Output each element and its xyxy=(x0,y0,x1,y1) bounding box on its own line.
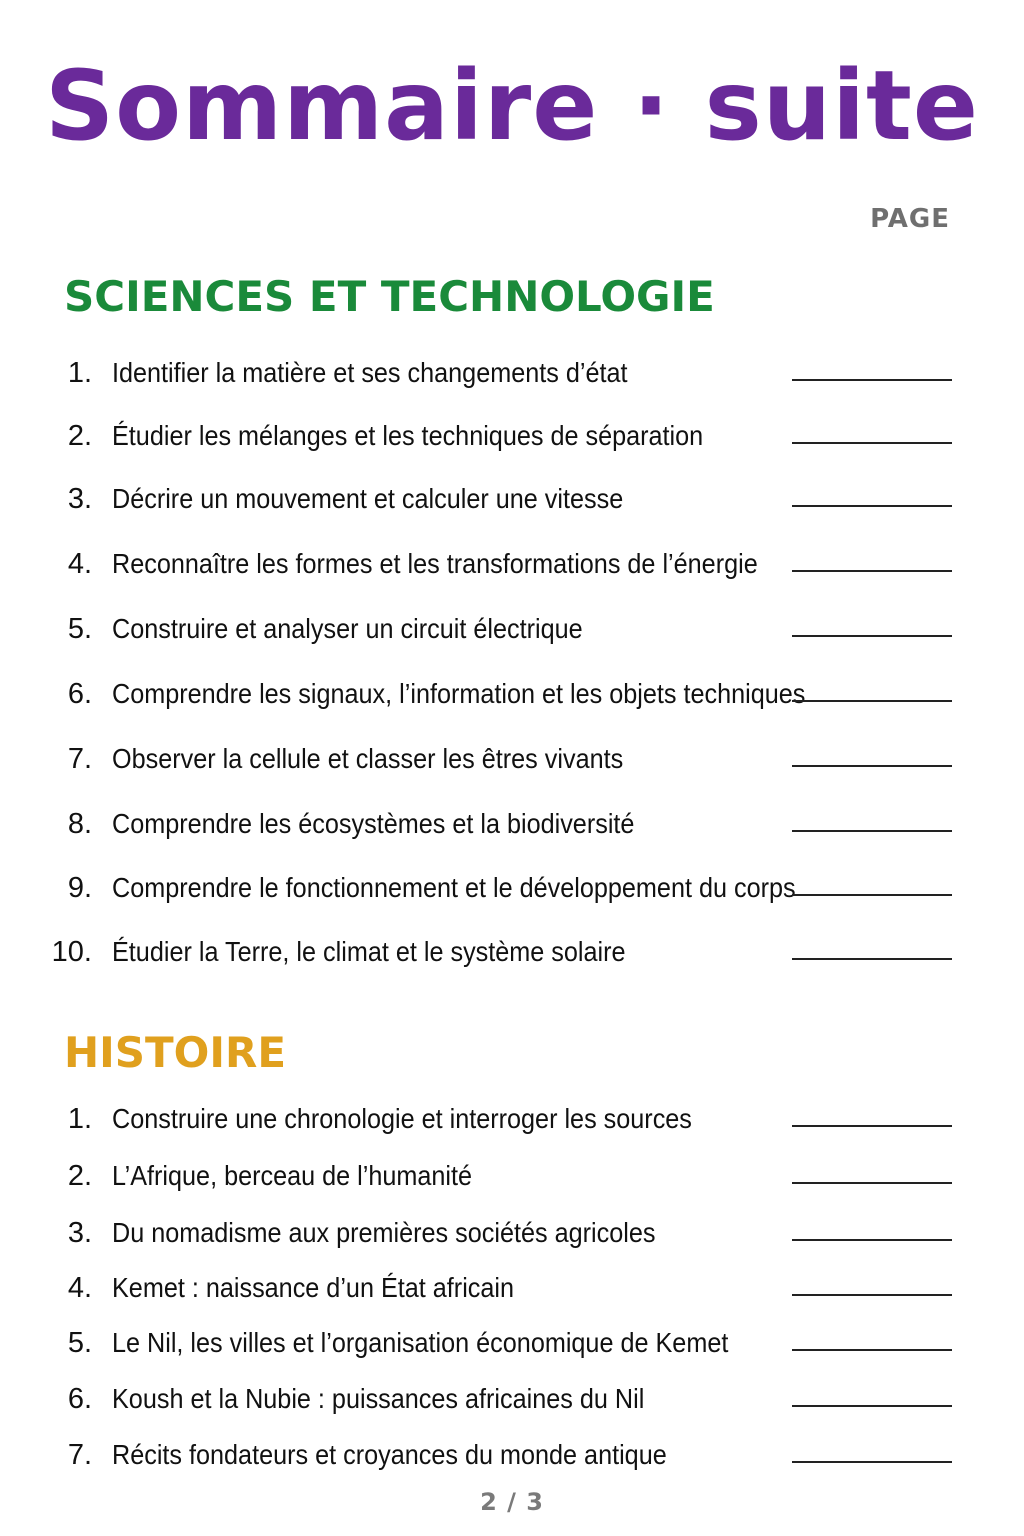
list-item xyxy=(0,672,1024,716)
item-title: Kemet : naissance d’un État africain xyxy=(112,1272,515,1303)
page-number-blank xyxy=(792,765,952,767)
item-title: Étudier les mélanges et les techniques de séparation xyxy=(112,420,704,451)
section-heading-histoire: HISTOIRE xyxy=(64,1028,287,1077)
item-title: Identifier la matière et ses changements d’état xyxy=(112,357,628,388)
page-number-blank xyxy=(792,1461,952,1463)
item-title: Récits fondateurs et croyances du monde antique xyxy=(112,1439,667,1470)
page-number-blank xyxy=(792,1349,952,1351)
item-number: 7. xyxy=(67,743,92,775)
page-number-blank xyxy=(792,1294,952,1296)
page-number-blank xyxy=(792,958,952,960)
item-number: 8. xyxy=(67,808,92,840)
list-item xyxy=(0,607,1024,651)
item-number: 4. xyxy=(67,1272,92,1304)
item-title: Le Nil, les villes et l’organisation économique de Kemet xyxy=(112,1327,729,1358)
list-item xyxy=(0,930,1024,974)
list-item xyxy=(0,1377,1024,1421)
item-title: Observer la cellule et classer les êtres vivants xyxy=(112,743,624,774)
item-number: 6. xyxy=(67,678,92,710)
item-title: Comprendre les signaux, l’information et les objets techniques xyxy=(112,678,806,709)
item-number: 10. xyxy=(51,936,92,968)
item-number: 2. xyxy=(67,1160,92,1192)
list-item xyxy=(0,351,1024,395)
page-indicator: 2 / 3 xyxy=(480,1488,544,1516)
page-number-blank xyxy=(792,442,952,444)
page-number-blank xyxy=(792,379,952,381)
page-title: Sommaire · suite xyxy=(45,50,979,162)
item-number: 2. xyxy=(67,420,92,452)
page-number-blank xyxy=(792,505,952,507)
page-number-blank xyxy=(792,1405,952,1407)
list-item xyxy=(0,1211,1024,1255)
item-title: Comprendre le fonctionnement et le développement du corps xyxy=(112,872,796,903)
list-item xyxy=(0,1266,1024,1310)
list-item xyxy=(0,737,1024,781)
item-title: Décrire un mouvement et calculer une vitesse xyxy=(112,483,624,514)
item-number: 3. xyxy=(67,483,92,515)
item-title: Construire et analyser un circuit électrique xyxy=(112,613,583,644)
page-number-blank xyxy=(792,894,952,896)
item-number: 7. xyxy=(67,1439,92,1471)
list-item xyxy=(0,1433,1024,1477)
list-item xyxy=(0,866,1024,910)
item-number: 3. xyxy=(67,1217,92,1249)
item-title: Construire une chronologie et interroger les sources xyxy=(112,1103,692,1134)
page-number-blank xyxy=(792,1182,952,1184)
page-column-label: PAGE xyxy=(870,204,950,234)
item-title: L’Afrique, berceau de l’humanité xyxy=(112,1160,473,1191)
list-item xyxy=(0,1097,1024,1141)
list-item xyxy=(0,1321,1024,1365)
item-title: Koush et la Nubie : puissances africaines du Nil xyxy=(112,1383,645,1414)
section-heading-sciences: SCIENCES ET TECHNOLOGIE xyxy=(64,272,715,321)
page-number-blank xyxy=(792,570,952,572)
page-number-blank xyxy=(792,1125,952,1127)
list-item xyxy=(0,477,1024,521)
item-title: Du nomadisme aux premières sociétés agricoles xyxy=(112,1217,656,1248)
item-number: 1. xyxy=(67,357,92,389)
page-number-blank xyxy=(792,1239,952,1241)
item-title: Étudier la Terre, le climat et le système solaire xyxy=(112,936,626,967)
item-number: 9. xyxy=(67,872,92,904)
item-title: Reconnaître les formes et les transformations de l’énergie xyxy=(112,548,758,579)
list-item xyxy=(0,802,1024,846)
item-number: 6. xyxy=(67,1383,92,1415)
list-item xyxy=(0,542,1024,586)
list-item xyxy=(0,1154,1024,1198)
item-title: Comprendre les écosystèmes et la biodiversité xyxy=(112,808,635,839)
page-number-blank xyxy=(792,830,952,832)
item-number: 5. xyxy=(67,613,92,645)
page-number-blank xyxy=(792,700,952,702)
item-number: 1. xyxy=(67,1103,92,1135)
list-item xyxy=(0,414,1024,458)
item-number: 5. xyxy=(67,1327,92,1359)
page-number-blank xyxy=(792,635,952,637)
item-number: 4. xyxy=(67,548,92,580)
